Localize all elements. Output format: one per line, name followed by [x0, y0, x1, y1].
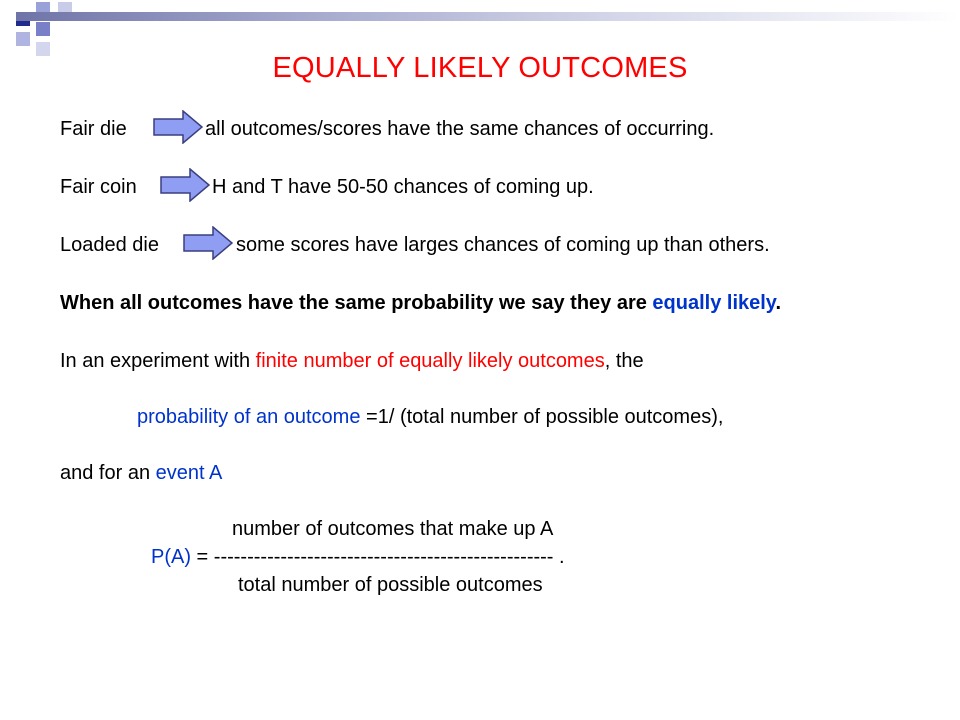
- right-arrow-icon: [183, 226, 233, 260]
- experiment-end: , the: [604, 350, 644, 372]
- formula-numerator: number of outcomes that make up A: [232, 518, 554, 540]
- right-arrow-icon: [160, 168, 210, 202]
- equally-likely-statement: [60, 292, 781, 315]
- corner-decoration: [0, 0, 80, 60]
- row-desc-fair-die: all outcomes/scores have the same chances of occurring.: [205, 118, 715, 140]
- row-term-fair-die: Fair die: [60, 118, 127, 140]
- row-term-loaded-die: Loaded die: [60, 234, 159, 256]
- probability-highlight: probability of an outcome: [137, 406, 361, 428]
- deco-square: [36, 22, 50, 36]
- event-highlight: event A: [155, 462, 223, 484]
- statement-text: When all outcomes have the same probability we say they are: [60, 292, 653, 314]
- header-gradient-bar: [16, 12, 960, 21]
- formula-denominator: total number of possible outcomes: [238, 574, 543, 596]
- statement-end: .: [775, 292, 782, 314]
- row-desc-fair-coin: H and T have 50-50 chances of coming up.: [212, 176, 594, 198]
- formula-lhs: P(A): [151, 546, 191, 568]
- right-arrow-icon: [153, 110, 203, 144]
- experiment-highlight: finite number of equally likely outcomes: [255, 350, 605, 372]
- probability-text: =1/ (total number of possible outcomes),: [360, 406, 724, 428]
- row-term-fair-coin: Fair coin: [60, 176, 137, 198]
- row-desc-loaded-die: some scores have larges chances of coming up than others.: [236, 234, 770, 256]
- formula-fraction-line: [151, 546, 565, 569]
- formula-dashes: = --------------------------------------------------- .: [191, 546, 565, 568]
- deco-square: [16, 32, 30, 46]
- experiment-line: [60, 350, 644, 373]
- event-line: [60, 462, 222, 485]
- statement-highlight: equally likely: [652, 292, 776, 314]
- event-text: and for an: [60, 462, 156, 484]
- slide-title: EQUALLY LIKELY OUTCOMES: [272, 52, 688, 84]
- experiment-text: In an experiment with: [60, 350, 256, 372]
- probability-line: [137, 406, 723, 429]
